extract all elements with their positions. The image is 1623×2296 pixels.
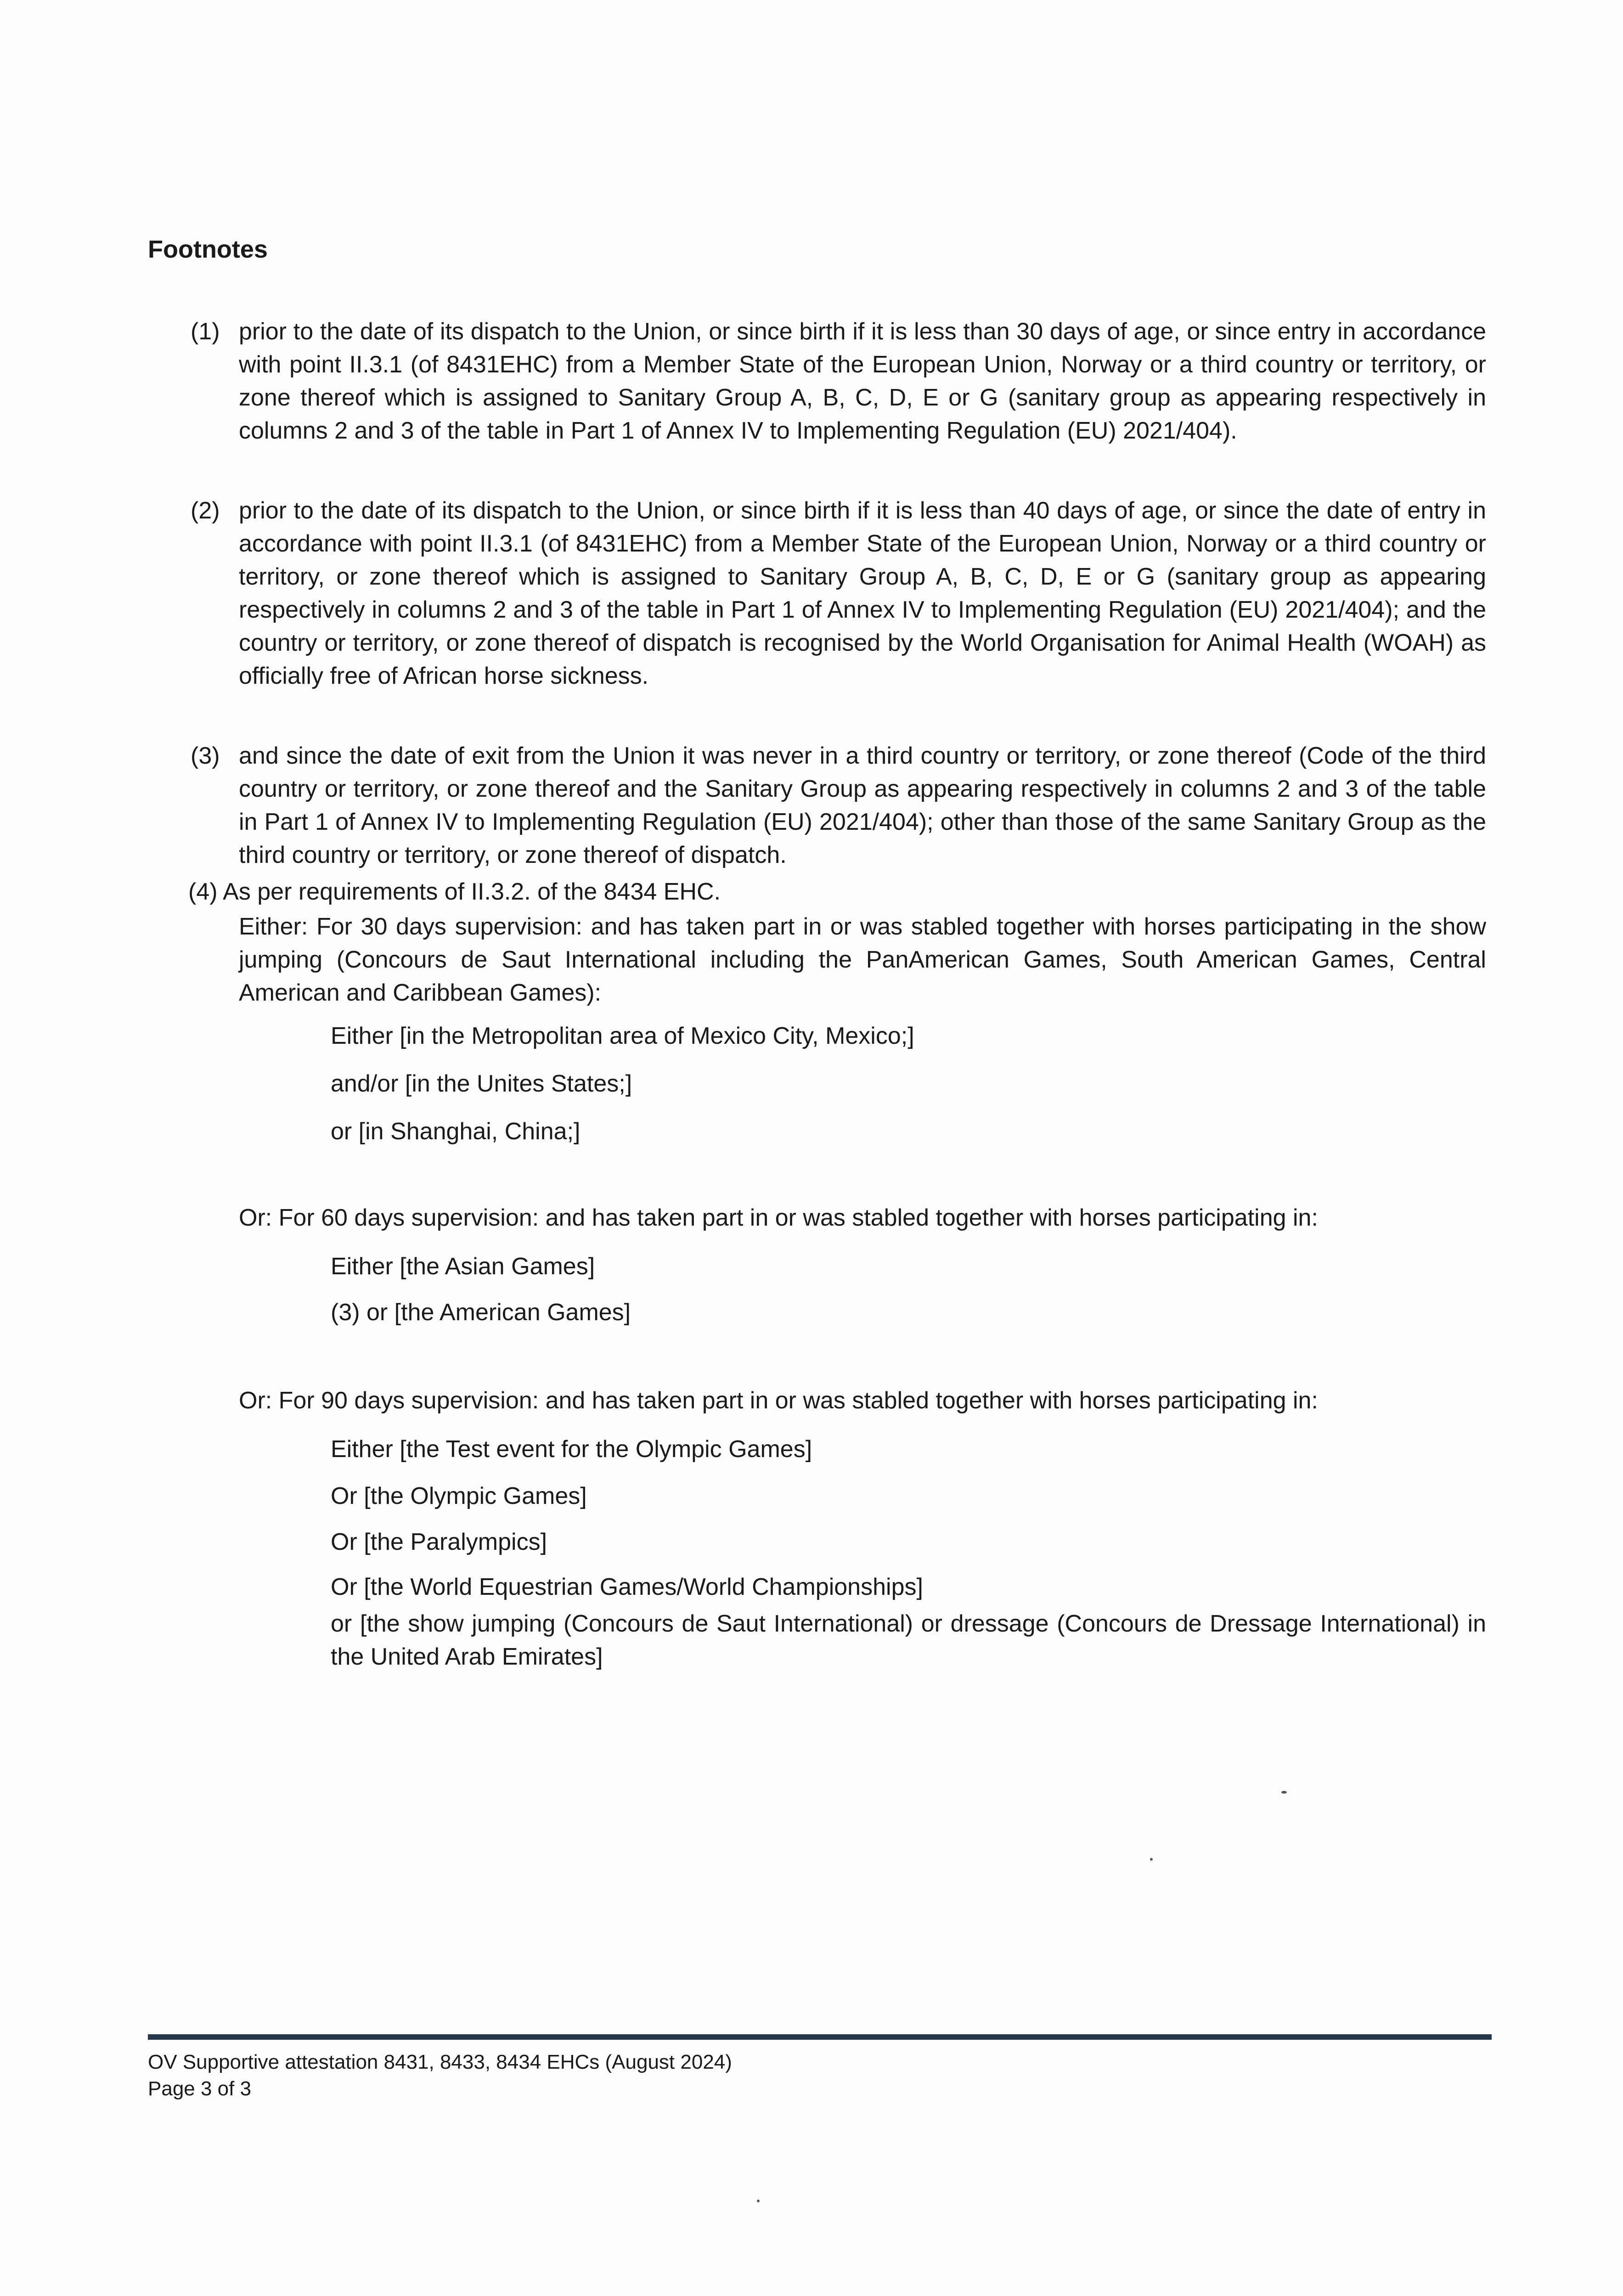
footnote-text: prior to the date of its dispatch to the Union, or since birth if it is less than 30 days of age, or since entry in accordance with point II.3.1 (of 8431EHC) from a Member State of the European Union, Norway or a third country or territory, or zone thereof which is assigned to Sanitary Group A, B, C, D, E or G (sanitary group as appearing respectively in columns 2 and 3 of the table in Part 1 of Annex IV to Implementing Regulation (EU) 2021/404). bbox=[239, 318, 1486, 444]
option-uae-show-jumping-dressage: or [the show jumping (Concours de Saut International) or dressage (Concours de Dressage International) in the United Arab Emirates] bbox=[331, 1610, 1486, 1670]
footnote-4-intro: (4) As per requirements of II.3.2. of the 8434 EHC. bbox=[188, 878, 721, 905]
option-olympic-test-event: Either [the Test event for the Olympic Games] bbox=[331, 1436, 812, 1463]
option-asian-games: Either [the Asian Games] bbox=[331, 1253, 595, 1280]
scan-speck bbox=[1281, 1791, 1287, 1794]
footer-page-number: Page 3 of 3 bbox=[148, 2077, 252, 2100]
option-shanghai: or [in Shanghai, China;] bbox=[331, 1118, 580, 1145]
footnote-4-either-30-days: Either: For 30 days supervision: and has taken part in or was stabled together with horses participating in the show jumping (Concours de Saut International including the PanAmerican Games, South American Games, Central American and Caribbean Games): bbox=[239, 913, 1486, 1006]
option-american-games: (3) or [the American Games] bbox=[331, 1299, 631, 1326]
scan-speck bbox=[757, 2200, 760, 2202]
option-world-equestrian-games: Or [the World Equestrian Games/World Championships] bbox=[331, 1574, 923, 1600]
footnote-4-or-60-days: Or: For 60 days supervision: and has taken part in or was stabled together with horses participating in: bbox=[239, 1204, 1318, 1231]
footnote-2 bbox=[191, 494, 1486, 692]
footnote-text: prior to the date of its dispatch to the Union, or since birth if it is less than 40 days of age, or since the date of entry in accordance with point II.3.1 (of 8431EHC) from a Member State of the European Union, Norway or a third country or territory, or zone thereof which is assigned to Sanitary Group A, B, C, D, E or G (sanitary group as appearing respectively in columns 2 and 3 of the table in Part 1 of Annex IV to Implementing Regulation (EU) 2021/404); and the country or territory, or zone thereof of dispatch is recognised by the World Organisation for Animal Health (WOAH) as officially free of African horse sickness. bbox=[239, 497, 1486, 689]
footnote-number: (1) bbox=[191, 318, 220, 345]
scan-speck bbox=[1150, 1858, 1153, 1861]
footnote-number: (2) bbox=[191, 497, 220, 524]
footer-rule bbox=[148, 2034, 1492, 2040]
option-mexico-city: Either [in the Metropolitan area of Mexico City, Mexico;] bbox=[331, 1023, 914, 1049]
option-united-states: and/or [in the Unites States;] bbox=[331, 1070, 632, 1097]
footnote-number: (3) bbox=[191, 743, 220, 769]
footnotes-heading: Footnotes bbox=[148, 236, 268, 263]
footer-document-title: OV Supportive attestation 8431, 8433, 8434 EHCs (August 2024) bbox=[148, 2051, 732, 2073]
footnote-1 bbox=[191, 315, 1486, 447]
page-footer bbox=[148, 2049, 732, 2102]
footnote-3 bbox=[191, 739, 1486, 872]
option-paralympics: Or [the Paralympics] bbox=[331, 1529, 547, 1555]
footnote-4-or-90-days: Or: For 90 days supervision: and has taken part in or was stabled together with horses participating in: bbox=[239, 1387, 1318, 1414]
option-olympic-games: Or [the Olympic Games] bbox=[331, 1483, 587, 1509]
footnote-text: and since the date of exit from the Union it was never in a third country or territory, or zone thereof (Code of the third country or territory, or zone thereof and the Sanitary Group as appearing respectively in columns 2 and 3 of the table in Part 1 of Annex IV to Implementing Regulation (EU) 2021/404); other than those of the same Sanitary Group as the third country or territory, or zone thereof of dispatch. bbox=[239, 743, 1486, 868]
